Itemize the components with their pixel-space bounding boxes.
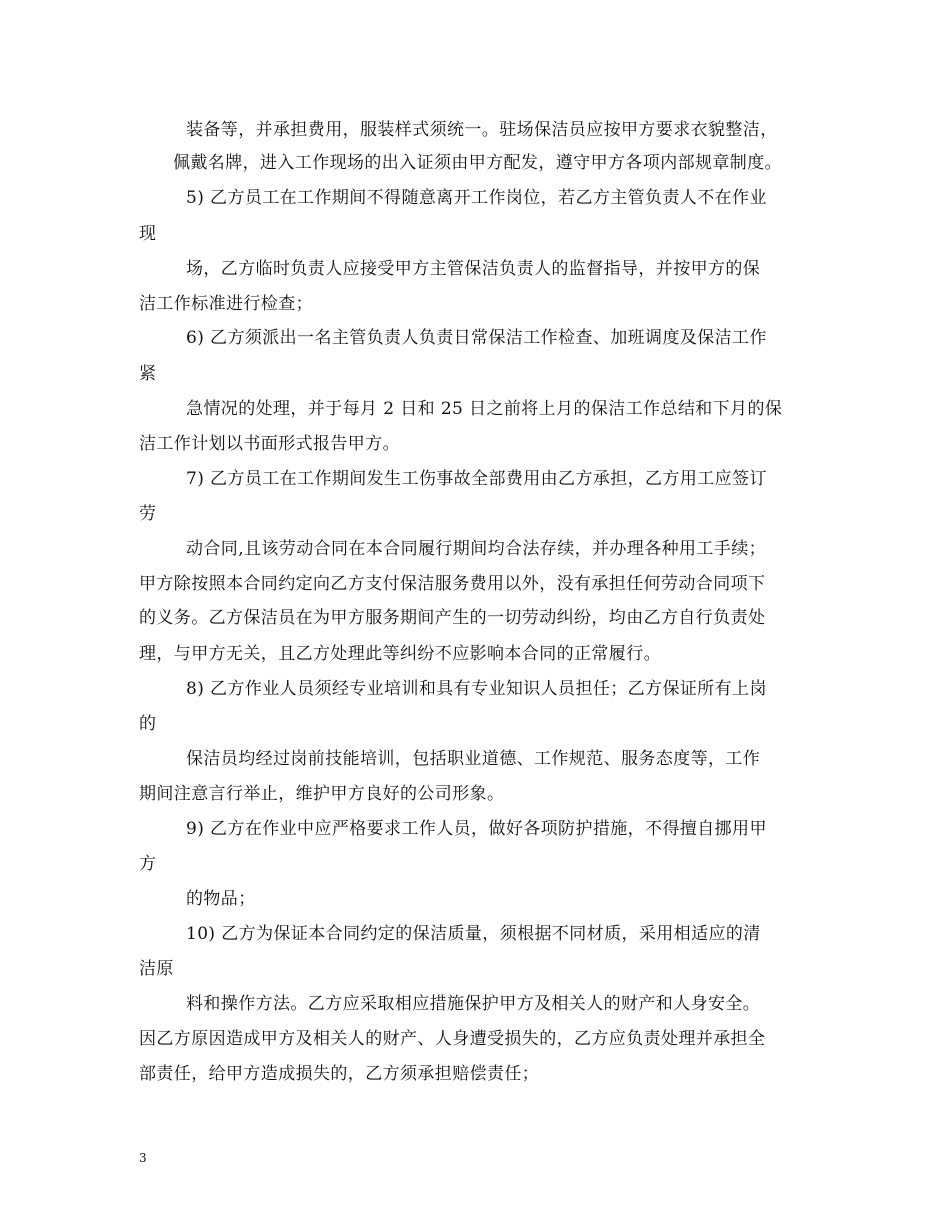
text-line: 7) 乙方员工在工作期间发生工伤事故全部费用由乙方承担，乙方用工应签订 [186,469,767,489]
text-line: 5) 乙方员工在工作期间不得随意离开工作岗位，若乙方主管负责人不在作业 [186,188,767,208]
text-line: 料和操作方法。乙方应采取相应措施保护甲方及相关人的财产和人身安全。 [186,994,761,1014]
text-line: 因乙方原因造成甲方及相关人的财产、人身遭受损失的，乙方应负责处理并承担全 [139,1029,766,1049]
text-line: 佩戴名牌，进入工作现场的出入证须由甲方配发，遵守甲方各项内部规章制度。 [173,153,782,173]
text-line: 的 [139,714,157,734]
text-line: 6) 乙方须派出一名主管负责人负责日常保洁工作检查、加班调度及保洁工作 [186,328,767,348]
text-line: 10) 乙方为保证本合同约定的保洁质量，须根据不同材质，采用相适应的清 [186,924,761,944]
text-line: 8) 乙方作业人员须经专业培训和具有专业知识人员担任；乙方保证所有上岗 [186,679,767,699]
text-line: 洁工作计划以书面形式报告甲方。 [139,434,400,454]
text-line: 甲方除按照本合同约定向乙方支付保洁服务费用以外，没有承担任何劳动合同项下 [139,574,766,594]
text-line: 现 [139,224,157,244]
text-line: 装备等，并承担费用，服装样式须统一。驻场保洁员应按甲方要求衣貌整洁， [186,120,778,140]
text-line: 的义务。乙方保洁员在为甲方服务期间产生的一切劳动纠纷，均由乙方自行负责处 [139,608,766,628]
text-line: 场，乙方临时负责人应接受甲方主管保洁负责人的监督指导，并按甲方的保 [186,259,761,279]
text-line: 保洁员均经过岗前技能培训，包括职业道德、工作规范、服务态度等，工作 [186,749,761,769]
text-line: 方 [139,854,157,874]
page-number: 3 [139,1151,147,1165]
text-line: 9) 乙方在作业中应严格要求工作人员，做好各项防护措施，不得擅自挪用甲 [186,819,767,839]
text-line: 洁原 [139,959,174,979]
text-line: 的物品； [186,889,256,909]
text-line: 动合同,且该劳动合同在本合同履行期间均合法存续，并办理各种用工手续； [186,539,767,559]
text-line: 理，与甲方无关，且乙方处理此等纠纷不应影响本合同的正常履行。 [139,644,661,664]
text-line: 期间注意言行举止，维护甲方良好的公司形象。 [139,784,505,804]
text-line: 劳 [139,504,157,524]
text-line: 紧 [139,364,157,384]
text-line: 急情况的处理，并于每月 2 日和 25 日之前将上月的保洁工作总结和下月的保 [186,399,783,419]
text-line: 部责任，给甲方造成损失的，乙方须承担赔偿责任； [139,1064,540,1084]
text-line: 洁工作标准进行检查； [139,294,313,314]
